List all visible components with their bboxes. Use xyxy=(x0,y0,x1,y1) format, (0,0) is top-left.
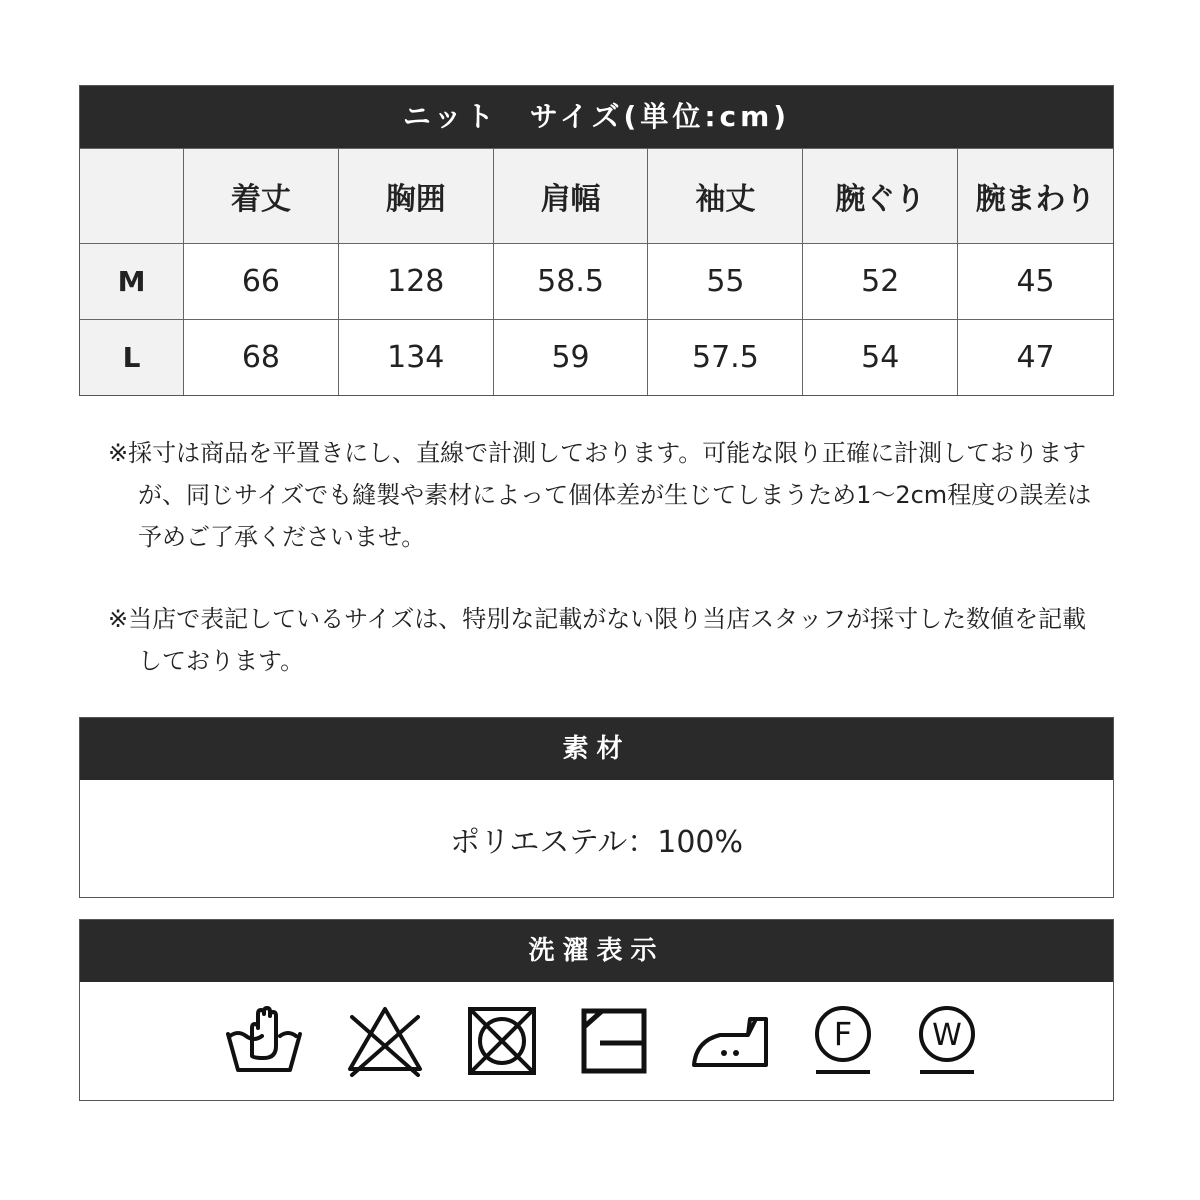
table-cell: 47 xyxy=(958,319,1113,395)
header-length: 着丈 xyxy=(184,148,339,243)
size-table xyxy=(79,85,1114,396)
table-cell: 54 xyxy=(803,319,958,395)
size-table-title: ニット サイズ(単位:cm) xyxy=(80,86,1113,148)
header-corner xyxy=(80,148,184,243)
table-cell: 68 xyxy=(184,319,339,395)
table-cell: 134 xyxy=(339,319,494,395)
no-bleach-icon xyxy=(346,1005,424,1077)
iron-medium-icon xyxy=(690,1011,770,1071)
table-cell: 55 xyxy=(648,243,803,319)
table-cell: 52 xyxy=(803,243,958,319)
wet-clean-letter: W xyxy=(931,1018,962,1053)
table-cell: 66 xyxy=(184,243,339,319)
table-cell: 45 xyxy=(958,243,1113,319)
material-section xyxy=(79,717,1114,898)
header-armhole: 腕ぐり xyxy=(803,148,958,243)
header-shoulder: 肩幅 xyxy=(494,148,649,243)
header-chest: 胸囲 xyxy=(339,148,494,243)
note-size-source: ※当店で表記しているサイズは、特別な記載がない限り当店スタッフが採寸した数値を記載しております。 xyxy=(108,605,1087,675)
size-table-header-row xyxy=(80,148,1113,243)
table-cell: 57.5 xyxy=(648,319,803,395)
dry-clean-letter: F xyxy=(833,1015,852,1053)
hand-wash-icon xyxy=(224,1006,304,1076)
material-content: ポリエステル：100% xyxy=(449,824,744,860)
no-tumble-dry-icon xyxy=(466,1005,538,1077)
measurement-notes xyxy=(108,432,1098,722)
table-cell: 59 xyxy=(494,319,649,395)
header-arm-circumference: 腕まわり xyxy=(958,148,1113,243)
table-cell: 58.5 xyxy=(494,243,649,319)
table-row xyxy=(80,243,1113,319)
table-cell: 128 xyxy=(339,243,494,319)
laundry-title: 洗濯表示 xyxy=(80,920,1113,982)
laundry-section xyxy=(79,919,1114,1101)
material-title: 素材 xyxy=(80,718,1113,780)
size-label: M xyxy=(80,243,184,319)
dry-clean-f-icon xyxy=(812,1004,874,1078)
size-label: L xyxy=(80,319,184,395)
line-dry-shade-icon xyxy=(580,1007,648,1075)
laundry-icons xyxy=(80,982,1113,1100)
table-row xyxy=(80,319,1113,395)
header-sleeve: 袖丈 xyxy=(648,148,803,243)
wet-clean-w-icon xyxy=(916,1004,978,1078)
note-measurement: ※採寸は商品を平置きにし、直線で計測しております。可能な限り正確に計測しておりますが、同じサイズでも縫製や素材によって個体差が生じてしまうため1～2cm程度の誤差は予めご了承くださいませ。 xyxy=(108,439,1092,551)
